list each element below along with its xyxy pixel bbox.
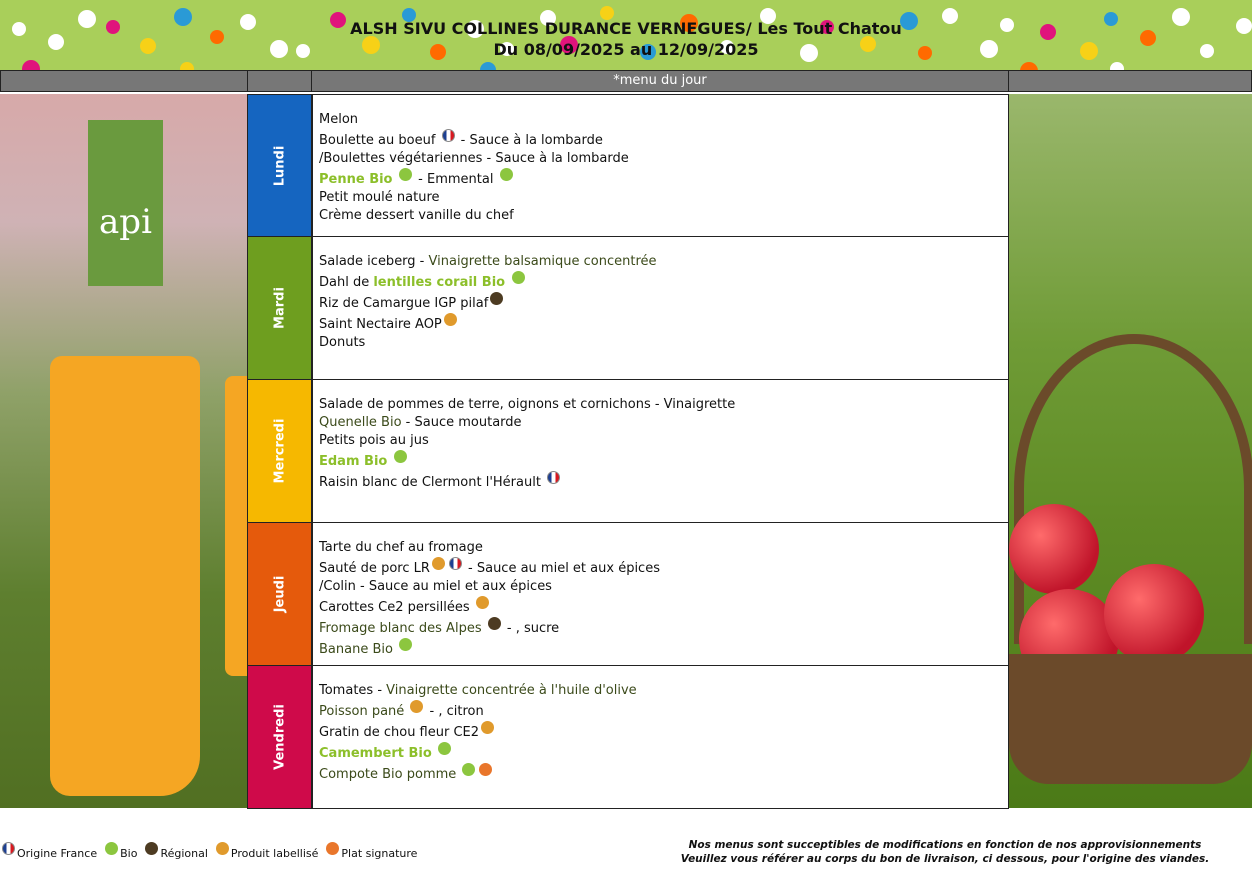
menu-item [319, 207, 1002, 225]
menu-item [319, 578, 1002, 596]
menu-text: Melon [319, 112, 359, 127]
day-label: Lundi [272, 145, 287, 186]
menu-text: Dahl de [319, 275, 374, 290]
menu-item [319, 557, 1002, 578]
footer-note [640, 838, 1250, 866]
menu-text: Salade iceberg - [319, 254, 429, 269]
apple-image [1009, 504, 1099, 594]
menu-text: Vinaigrette concentrée à l'huile d'olive [386, 683, 637, 698]
menu-text: Tarte du chef au fromage [319, 540, 483, 555]
polka-dot [480, 62, 496, 70]
basket-body [1009, 654, 1252, 784]
menu-item [319, 763, 1002, 784]
rain-boot-image [50, 356, 200, 796]
day-cell-jeudi [247, 522, 312, 666]
menu-item [319, 271, 1002, 292]
header-bar-right [1008, 70, 1252, 92]
menu-text: Tomates - [319, 683, 387, 698]
menu-text: Sauté de porc LR [319, 561, 430, 576]
menu-text: - Emmental [414, 172, 498, 187]
polka-dot [1020, 62, 1038, 70]
menu-item [319, 150, 1002, 168]
regional-icon [488, 617, 501, 630]
title-line-1: ALSH SIVU COLLINES DURANCE VERNEGUES/ Les Tout Chatou [350, 19, 902, 38]
footer-note-line-1: Nos menus sont succeptibles de modifications en fonction de nos approvisionnements [688, 839, 1202, 851]
menu-text: lentilles corail Bio [373, 275, 510, 290]
menu-item [319, 471, 1002, 492]
title-line-2: Du 08/09/2025 au 12/09/2025 [493, 40, 759, 59]
day-label: Mardi [272, 287, 287, 329]
signature-icon [479, 763, 492, 776]
bio-icon [399, 638, 412, 651]
day-cell-mardi [247, 236, 312, 380]
header-bar-left [0, 70, 248, 92]
menu-item [319, 742, 1002, 763]
menu-item [319, 638, 1002, 659]
bio-icon [399, 168, 412, 181]
menu-item [319, 682, 1002, 700]
menu-cell-vendredi [312, 665, 1009, 809]
france-flag-icon [547, 471, 560, 484]
menu-text: Poisson pané [319, 704, 409, 719]
menu-text: /Colin - Sauce au miel et aux épices [319, 579, 552, 594]
day-cell-mercredi [247, 379, 312, 523]
bio-icon [105, 842, 118, 855]
menu-item [319, 334, 1002, 352]
menu-item [319, 700, 1002, 721]
bio-icon [500, 168, 513, 181]
bio-icon [462, 763, 475, 776]
legend-label: Produit labellisé [230, 847, 319, 860]
menu-cell-lundi [312, 94, 1009, 237]
header-bar-day [247, 70, 312, 92]
menu-text: Edam Bio [319, 454, 392, 469]
legend-label: Plat signature [341, 847, 418, 860]
menu-text: Vinaigrette balsamique concentrée [428, 254, 657, 269]
left-decorative-photo [0, 94, 247, 808]
france-flag-icon [442, 129, 455, 142]
menu-text: Saint Nectaire AOP [319, 317, 442, 332]
day-cell-vendredi [247, 665, 312, 809]
label-icon [410, 700, 423, 713]
menu-text: Penne Bio [319, 172, 398, 187]
menu-text: - , citron [425, 704, 484, 719]
menu-text: - Sauce moutarde [401, 415, 522, 430]
menu-text: Salade de pommes de terre, oignons et cornichons - Vinaigrette [319, 397, 736, 412]
menu-item [319, 721, 1002, 742]
bio-icon [512, 271, 525, 284]
label-icon [432, 557, 445, 570]
menu-item [319, 253, 1002, 271]
bio-icon [394, 450, 407, 463]
footer-note-line-2: Veuillez vous référer au corps du bon de livraison, ci dessous, pour l'origine des viandes. [680, 853, 1210, 865]
menu-item [319, 111, 1002, 129]
menu-item [319, 414, 1002, 432]
menu-text: Fromage blanc des Alpes [319, 621, 486, 636]
menu-item [319, 432, 1002, 450]
api-logo-text: api [99, 202, 152, 242]
menu-item [319, 396, 1002, 414]
menu-column-header: *menu du jour [311, 70, 1009, 92]
label-icon [216, 842, 229, 855]
menu-text: Donuts [319, 335, 366, 350]
regional-icon [145, 842, 158, 855]
menu-text: Banane Bio [319, 642, 398, 657]
menu-text: Boulette au boeuf [319, 133, 440, 148]
menu-item [319, 539, 1002, 557]
menu-item [319, 292, 1002, 313]
right-decorative-photo [1009, 94, 1252, 808]
legend-label: Bio [120, 847, 138, 860]
legend [0, 842, 423, 860]
menu-text: Raisin blanc de Clermont l'Hérault [319, 475, 546, 490]
page-title [0, 18, 1252, 60]
menu-text: Compote Bio pomme [319, 767, 461, 782]
menu-text: /Boulettes végétariennes - Sauce à la lombarde [319, 151, 629, 166]
france-flag-icon [449, 557, 462, 570]
menu-cell-mercredi [312, 379, 1009, 523]
header-banner [0, 0, 1252, 70]
menu-text: Petit moulé nature [319, 190, 440, 205]
menu-item [319, 617, 1002, 638]
menu-text: Crème dessert vanille du chef [319, 208, 514, 223]
regional-icon [490, 292, 503, 305]
menu-text: Petits pois au jus [319, 433, 429, 448]
label-icon [444, 313, 457, 326]
apple-image [1104, 564, 1204, 664]
polka-dot [180, 62, 194, 70]
day-cell-lundi [247, 94, 312, 237]
menu-cell-mardi [312, 236, 1009, 380]
legend-label: Régional [160, 847, 208, 860]
day-label: Vendredi [272, 704, 287, 770]
menu-text: Riz de Camargue IGP pilaf [319, 296, 489, 311]
menu-text: - Sauce à la lombarde [456, 133, 603, 148]
menu-item [319, 313, 1002, 334]
menu-item [319, 596, 1002, 617]
menu-item [319, 450, 1002, 471]
france-flag-icon [2, 842, 15, 855]
legend-label: Origine France [17, 847, 98, 860]
signature-icon [326, 842, 339, 855]
menu-item [319, 189, 1002, 207]
menu-text: Gratin de chou fleur CE2 [319, 725, 480, 740]
polka-dot [1110, 62, 1124, 70]
menu-text: Camembert Bio [319, 746, 437, 761]
polka-dot [22, 60, 40, 70]
menu-text: - , sucre [502, 621, 560, 636]
menu-item [319, 168, 1002, 189]
label-icon [481, 721, 494, 734]
day-label: Mercredi [272, 418, 287, 484]
bio-icon [438, 742, 451, 755]
menu-text: - Sauce au miel et aux épices [463, 561, 660, 576]
rain-boot-image-2 [225, 376, 247, 676]
menu-text: Carottes Ce2 persillées [319, 600, 474, 615]
menu-cell-jeudi [312, 522, 1009, 666]
menu-item [319, 129, 1002, 150]
api-logo [88, 120, 163, 286]
menu-text: Quenelle Bio [319, 415, 402, 430]
label-icon [476, 596, 489, 609]
day-label: Jeudi [272, 575, 287, 613]
